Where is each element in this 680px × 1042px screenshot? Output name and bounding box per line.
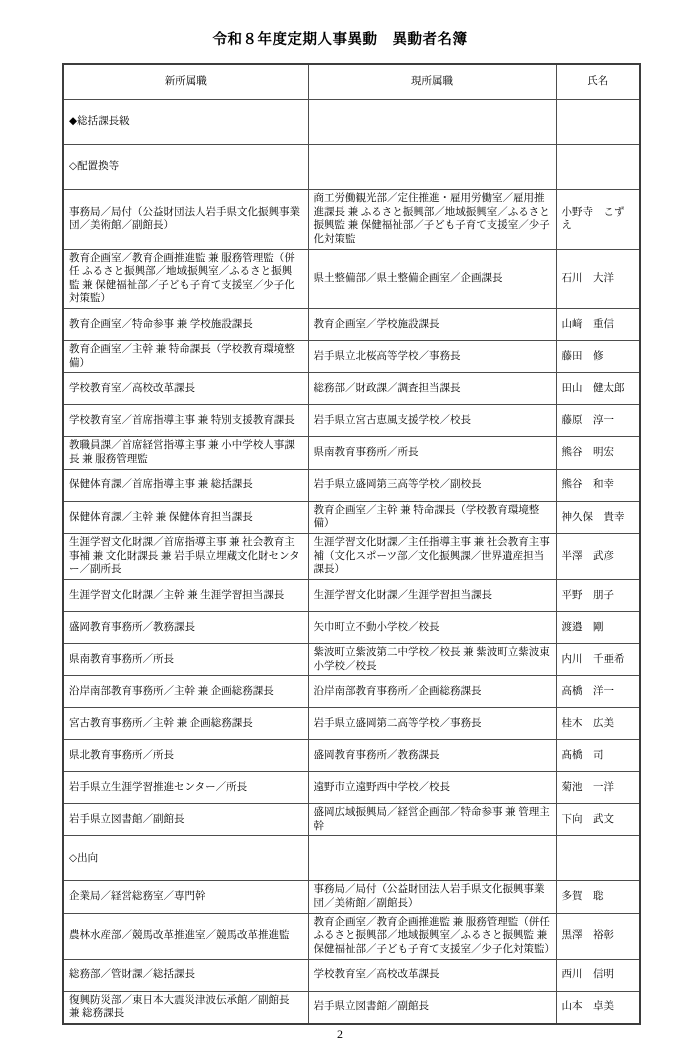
new-position-cell: 県北教育事務所／所長 xyxy=(63,740,308,772)
new-position-cell: 企業局／経営総務室／専門幹 xyxy=(63,881,308,913)
table-row xyxy=(63,309,640,341)
current-position-cell: 教育企画室／学校施設課長 xyxy=(308,309,556,341)
table-row xyxy=(63,772,640,804)
name-cell: 下向 武文 xyxy=(556,804,640,836)
current-position-cell: 事務局／局付（公益財団法人岩手県文化振興事業団／美術館／副館長） xyxy=(308,881,556,913)
new-position-cell: 宮古教育事務所／主幹 兼 企画総務課長 xyxy=(63,708,308,740)
name-cell xyxy=(556,145,640,190)
name-cell: 半澤 武彦 xyxy=(556,533,640,579)
new-position-cell: 教育企画室／教育企画推進監 兼 服務管理監（併任 ふるさと振興部／地域振興室／ふるさと振興監 兼 保健福祉部／子ども子育て支援室／少子化対策監） xyxy=(63,249,308,309)
name-cell: 石川 大洋 xyxy=(556,249,640,309)
section-row xyxy=(63,100,640,145)
new-position-cell: 総務部／管財課／総括課長 xyxy=(63,959,308,991)
new-position-cell: 学校教育室／首席指導主事 兼 特別支援教育課長 xyxy=(63,405,308,437)
page-title: 令和８年度定期人事異動 異動者名簿 xyxy=(212,32,468,48)
new-position-cell: ◆総括課長級 xyxy=(63,100,308,145)
new-position-cell: 事務局／局付（公益財団法人岩手県文化振興事業団／美術館／副館長） xyxy=(63,190,308,250)
current-position-cell: 盛岡教育事務所／教務課長 xyxy=(308,740,556,772)
name-cell: 平野 朋子 xyxy=(556,579,640,611)
table-row xyxy=(63,881,640,913)
current-position-cell: 教育企画室／教育企画推進監 兼 服務管理監（併任 ふるさと振興部／地域振興室／ふるさと振興監 兼 保健福祉部／子ども子育て支援室／少子化対策監） xyxy=(308,913,556,959)
table-row xyxy=(63,190,640,250)
new-position-cell: 生涯学習文化財課／首席指導主事 兼 社会教育主事補 兼 文化財課長 兼 岩手県立埋蔵文化財センター／副所長 xyxy=(63,533,308,579)
name-cell: 小野寺 こずえ xyxy=(556,190,640,250)
page-number: 2 xyxy=(337,1026,343,1041)
table-row xyxy=(63,611,640,643)
current-position-cell: 商工労働観光部／定住推進・雇用労働室／雇用推進課長 兼 ふるさと振興部／地域振興室／ふるさと振興監 兼 保健福祉部／子ども子育て支援室／少子化対策監 xyxy=(308,190,556,250)
current-position-cell: 岩手県立図書館／副館長 xyxy=(308,991,556,1024)
name-cell: 西川 信明 xyxy=(556,959,640,991)
new-position-cell: 保健体育課／首席指導主事 兼 総括課長 xyxy=(63,469,308,501)
col-header-current-position: 現所属職 xyxy=(308,64,556,100)
table-row xyxy=(63,249,640,309)
name-cell: 神久保 貴幸 xyxy=(556,501,640,533)
table-row xyxy=(63,913,640,959)
section-row xyxy=(63,145,640,190)
new-position-cell: ◇配置換等 xyxy=(63,145,308,190)
current-position-cell: 岩手県立宮古恵風支援学校／校長 xyxy=(308,405,556,437)
current-position-cell: 沿岸南部教育事務所／企画総務課長 xyxy=(308,676,556,708)
name-cell: 多賀 聡 xyxy=(556,881,640,913)
current-position-cell: 県南教育事務所／所長 xyxy=(308,437,556,469)
current-position-cell xyxy=(308,145,556,190)
name-cell: 菊池 一洋 xyxy=(556,772,640,804)
table-row xyxy=(63,991,640,1024)
new-position-cell: 県南教育事務所／所長 xyxy=(63,643,308,675)
table-row xyxy=(63,740,640,772)
new-position-cell: 沿岸南部教育事務所／主幹 兼 企画総務課長 xyxy=(63,676,308,708)
current-position-cell: 遠野市立遠野西中学校／校長 xyxy=(308,772,556,804)
header-row xyxy=(63,64,640,100)
new-position-cell: 復興防災部／東日本大震災津波伝承館／副館長 兼 総務課長 xyxy=(63,991,308,1024)
new-position-cell: 生涯学習文化財課／主幹 兼 生涯学習担当課長 xyxy=(63,579,308,611)
personnel-roster-table xyxy=(62,63,641,1025)
table-row xyxy=(63,437,640,469)
current-position-cell: 岩手県立盛岡第二高等学校／事務長 xyxy=(308,708,556,740)
current-position-cell: 総務部／財政課／調査担当課長 xyxy=(308,373,556,405)
table-row xyxy=(63,959,640,991)
table-row xyxy=(63,501,640,533)
table-row xyxy=(63,469,640,501)
name-cell: 藤田 修 xyxy=(556,341,640,373)
current-position-cell: 矢巾町立不動小学校／校長 xyxy=(308,611,556,643)
table-row xyxy=(63,373,640,405)
name-cell xyxy=(556,100,640,145)
new-position-cell: 盛岡教育事務所／教務課長 xyxy=(63,611,308,643)
new-position-cell: 学校教育室／高校改革課長 xyxy=(63,373,308,405)
col-header-name: 氏名 xyxy=(556,64,640,100)
name-cell: 山本 卓美 xyxy=(556,991,640,1024)
current-position-cell: 盛岡広域振興局／経営企画部／特命参事 兼 管理主幹 xyxy=(308,804,556,836)
name-cell: 藤原 淳一 xyxy=(556,405,640,437)
name-cell: 高橋 洋一 xyxy=(556,676,640,708)
new-position-cell: ◇出向 xyxy=(63,836,308,881)
current-position-cell: 教育企画室／主幹 兼 特命課長（学校教育環境整備） xyxy=(308,501,556,533)
col-header-new-position: 新所属職 xyxy=(63,64,308,100)
table-row xyxy=(63,708,640,740)
current-position-cell: 学校教育室／高校改革課長 xyxy=(308,959,556,991)
new-position-cell: 教育企画室／主幹 兼 特命課長（学校教育環境整備） xyxy=(63,341,308,373)
name-cell: 熊谷 和幸 xyxy=(556,469,640,501)
name-cell: 熊谷 明宏 xyxy=(556,437,640,469)
name-cell: 桂木 広美 xyxy=(556,708,640,740)
name-cell: 山﨑 重信 xyxy=(556,309,640,341)
current-position-cell xyxy=(308,100,556,145)
new-position-cell: 岩手県立生涯学習推進センター／所長 xyxy=(63,772,308,804)
table-row xyxy=(63,804,640,836)
table-row xyxy=(63,579,640,611)
new-position-cell: 農林水産部／競馬改革推進室／競馬改革推進監 xyxy=(63,913,308,959)
section-row xyxy=(63,836,640,881)
name-cell: 髙橋 司 xyxy=(556,740,640,772)
name-cell: 黒澤 裕彰 xyxy=(556,913,640,959)
current-position-cell xyxy=(308,836,556,881)
new-position-cell: 教育企画室／特命参事 兼 学校施設課長 xyxy=(63,309,308,341)
current-position-cell: 県土整備部／県土整備企画室／企画課長 xyxy=(308,249,556,309)
table-row xyxy=(63,341,640,373)
name-cell xyxy=(556,836,640,881)
current-position-cell: 岩手県立盛岡第三高等学校／副校長 xyxy=(308,469,556,501)
name-cell: 内川 千亜希 xyxy=(556,643,640,675)
new-position-cell: 保健体育課／主幹 兼 保健体育担当課長 xyxy=(63,501,308,533)
current-position-cell: 生涯学習文化財課／主任指導主事 兼 社会教育主事補（文化スポーツ部／文化振興課／世界遺産担当課長） xyxy=(308,533,556,579)
current-position-cell: 岩手県立北桜高等学校／事務長 xyxy=(308,341,556,373)
table-row xyxy=(63,533,640,579)
new-position-cell: 教職員課／首席経営指導主事 兼 小中学校人事課長 兼 服務管理監 xyxy=(63,437,308,469)
table-row xyxy=(63,676,640,708)
name-cell: 田山 健太郎 xyxy=(556,373,640,405)
name-cell: 渡邉 剛 xyxy=(556,611,640,643)
table-row xyxy=(63,405,640,437)
new-position-cell: 岩手県立図書館／副館長 xyxy=(63,804,308,836)
current-position-cell: 紫波町立紫波第二中学校／校長 兼 紫波町立紫波東小学校／校長 xyxy=(308,643,556,675)
table-row xyxy=(63,643,640,675)
current-position-cell: 生涯学習文化財課／生涯学習担当課長 xyxy=(308,579,556,611)
